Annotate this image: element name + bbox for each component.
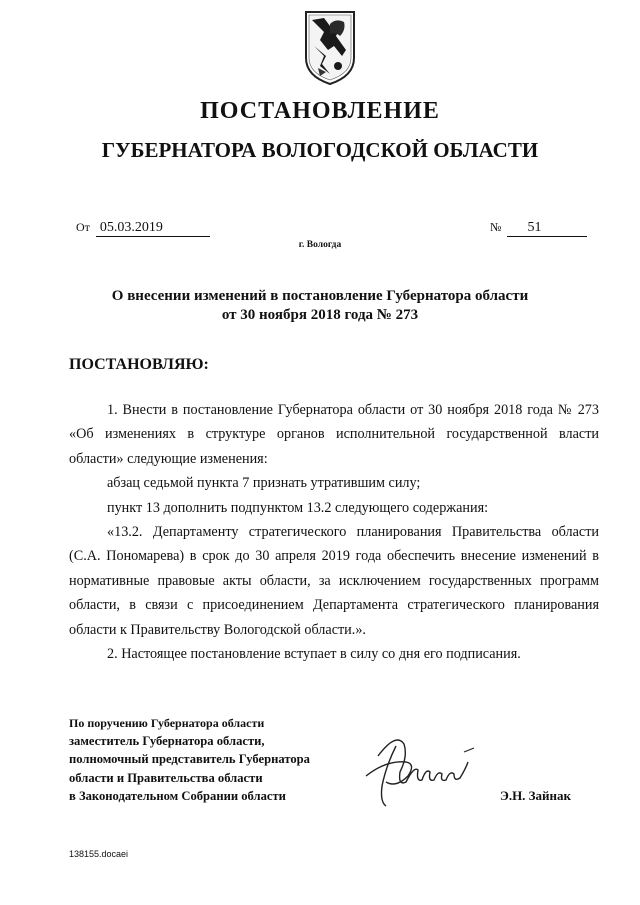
subject-line-1: О внесении изменений в постановление Губернатора области bbox=[111, 288, 529, 304]
body-paragraph: пункт 13 дополнить подпунктом 13.2 следующего содержания: bbox=[107, 499, 489, 516]
signature-line: в Законодательном Собрании области bbox=[69, 788, 286, 803]
date-field bbox=[76, 219, 210, 237]
document-issuer: ГУБЕРНАТОРА ВОЛОГОДСКОЙ ОБЛАСТИ bbox=[101, 138, 539, 162]
signature-line: области и Правительства области bbox=[69, 770, 263, 785]
file-reference: 138155.docaei bbox=[69, 849, 129, 859]
signature-line: заместитель Губернатора области, bbox=[69, 734, 265, 749]
body-paragraph: «13.2. Департаменту стратегического планирования Правительства области (С.А. Пономарева) в срок до 30 апреля 2019 года обеспечить внесение изменений в нормативные правовые акты области, за исключением государственных программ области, в связи с присоединением Департамента стратегического планирования области к Правительству Вологодской области.». bbox=[69, 524, 599, 638]
body-paragraph: абзац седьмой пункта 7 признать утратившим силу; bbox=[107, 475, 421, 492]
subject-line-2: от 30 ноября 2018 года № 273 bbox=[221, 307, 419, 323]
decree-heading: ПОСТАНОВЛЯЮ: bbox=[69, 356, 209, 373]
signer-name: Э.Н. Зайнак bbox=[500, 788, 572, 803]
date-value: 05.03.2019 bbox=[96, 220, 210, 237]
document-body bbox=[69, 398, 599, 666]
number-value: 51 bbox=[507, 220, 587, 237]
document-subject bbox=[0, 287, 640, 325]
body-paragraph: 2. Настоящее постановление вступает в силу со дня его подписания. bbox=[107, 646, 521, 663]
coat-of-arms-icon bbox=[300, 6, 360, 86]
signature-line: По поручению Губернатора области bbox=[69, 716, 265, 730]
handwritten-signature-icon bbox=[356, 726, 486, 812]
number-field bbox=[490, 219, 587, 237]
signature-line: полномочный представитель Губернатора bbox=[69, 752, 310, 767]
number-label: № bbox=[490, 220, 502, 234]
date-label: От bbox=[76, 220, 90, 234]
body-paragraph: 1. Внести в постановление Губернатора области от 30 ноября 2018 года № 273 «Об изменениях в структуре органов исполнительной государственной власти области» следующие изменения: bbox=[69, 402, 599, 467]
document-title: ПОСТАНОВЛЕНИЕ bbox=[200, 98, 440, 124]
signature-block bbox=[69, 714, 310, 805]
city-label: г. Вологда bbox=[298, 240, 342, 250]
